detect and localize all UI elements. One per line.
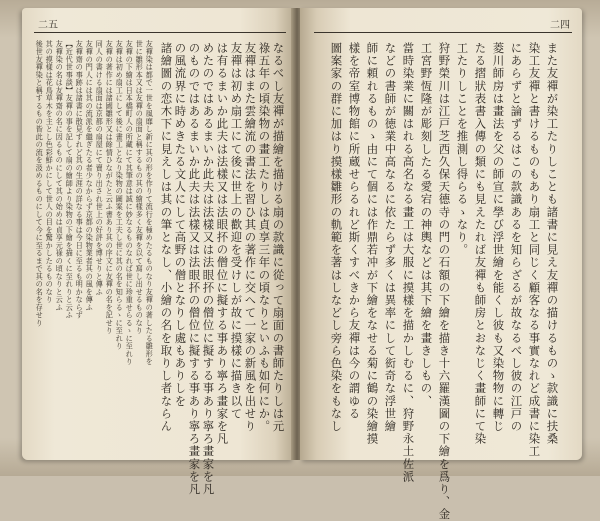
text-line: にあらずと論ずるはこの款識あるを知らざるが故なるべし彼の江戸の <box>509 42 524 433</box>
text-line: の風流界に時めきたる文人にして高野の僧となりし處もありしを <box>173 42 188 408</box>
right-header-rule <box>314 32 572 33</box>
text-line: 諸繪圖の恋木下に見えしは其の筆となし、小繪の名を取りし者ならん <box>159 42 174 433</box>
text-line: 師に頼れるものゝ由にて個には作鼎若冲が下繪をなせる菊に鶴の染繪摸 <box>365 42 380 446</box>
text-line: 友禪は初め扇工にて後に世上の歡迎を受けしが故に摸樣に描き以て <box>229 42 244 420</box>
text-line: 菱川師房は畫法を父の師宣に學び浮世繪を能くし彼も又染物物に轉じ <box>491 42 506 433</box>
text-line: 染工友禪と書けるものもあり扇工と同じく顧客なる事實なれど成書に染工 <box>527 42 542 458</box>
text-line: めたのではあるまいか此夫は法樣又は法眼抔の僧位に擬する事あり寧ろ畫家を凡 <box>201 42 216 496</box>
note-line: 友禪の門人には其の流派を繼ぎたる者少なからず京都の染物業者其の風を傳ふ <box>85 40 95 312</box>
text-line: 祿五年の頃染物の畫工たりしは貞享三年の頃なりといふも如何にか。 <box>257 42 272 433</box>
note-line: 友禪染は都で一世を風靡し新に其の形を作りて流行を極めたるものなり友禪の著したる雛形を <box>145 40 155 366</box>
note-line: 【近代世事談】友禪の事を記して扇の繪師より染物の下繪を描くに至れりと云ふ <box>65 40 75 319</box>
text-line: 圖案家の群に加はり摸樣雛形の軌範を著はしなどし旁ら色染をもなし <box>329 42 344 433</box>
text-line: 友禪はまた雲繪流の書法を習ひ其の著作に交へて一家の新風を出せり <box>243 42 258 433</box>
left-page <box>22 8 294 496</box>
right-page <box>300 8 582 521</box>
text-line: のものではあるまいか此夫は法樣又は法眼抔の僧位に擬する事あり寧ろ畫家を凡 <box>187 42 202 496</box>
text-line: などの書師が徳業中高なるに依たらず多くは異率にして衒奇な浮世繪 <box>383 42 398 433</box>
text-line: たる摺狀表書入傳の類にも見えたれば友禪も師房とおなじく畫師にて染 <box>473 42 488 446</box>
right-page-number: 二四 <box>550 20 570 31</box>
note-line: 友禪の著作には諸國雛形又は餘情ひながたと云ふ書あり其の序文に友禪の名を記せり <box>105 40 115 335</box>
text-line: は有るまいか此夫は法樣又は法眼抔の僧位に擬する事あり寧ろ畫家を凡 <box>215 42 230 446</box>
note-line: 友禪は初め扇工にして後に畫工となり染物の圖案を工夫し世に其の名を知らるゝに至れり <box>115 40 125 350</box>
left-page-number: 二五 <box>38 20 58 31</box>
text-line: 工たりしことを推測し得らるゝなり。 <box>455 42 470 257</box>
note-line: 同人の書ける扇面は京都の扇屋にて賣り出され世上の好評を博せりと傳ふ <box>95 40 105 296</box>
note-line: 友禪齋の事跡は諸書に散見すれど其の生涯の詳なる事は今日に至るも明かならず <box>75 40 85 319</box>
text-line: 狩野榮川は江戸芝西久保天德寺の門の石額の下繪を描き十六羅漢圖の下繪を爲り、金 <box>437 42 452 521</box>
note-line: 世に雛形本又は友禪の扇面と稱するもの其の繪樣多く友禪を以て寫し出せるものなり <box>135 40 145 335</box>
text-line: なるべし友禪が描繪を描ける扇の款識に從って扇面の書師たりしは元 <box>271 42 286 433</box>
text-line: 當時染業に關はれる高名なる畫工は大服に摸樣を描かしむるに、狩野永土佐派 <box>401 42 416 483</box>
note-line: 友禪の下繪は日本橋町人の所藏にて其筆意は誠に妙なるものなれば世に珍重せらるゝに至れり <box>125 40 135 366</box>
note-line: 後世友禪染と稱するもの皆此の流を汲めるものにして今に至るまで其の名を存せり <box>35 40 45 327</box>
left-header-rule <box>34 32 286 33</box>
text-line: また友禪が染工たりしことも諸書に見え友禪の描けるものゝ款識に扶桑 <box>545 42 560 446</box>
text-line: 工宮野恆隆が彫刻したる愛宕の神輿などは其下繪を畫きしもの、 <box>419 42 434 408</box>
note-line: 其の摸樣は花鳥草木を主とし色彩鮮かにして世人の目を驚かしたるものなり <box>45 40 55 304</box>
note-line: 友禪染の名は友禪齋の名に因るものにして其の始めは貞享元祿の頃なりと云ふ <box>55 40 65 312</box>
text-line: 樣を帝室博物館に所蔵せらるれど斯くすべきから友禪は今の謂ゆる <box>347 42 362 420</box>
